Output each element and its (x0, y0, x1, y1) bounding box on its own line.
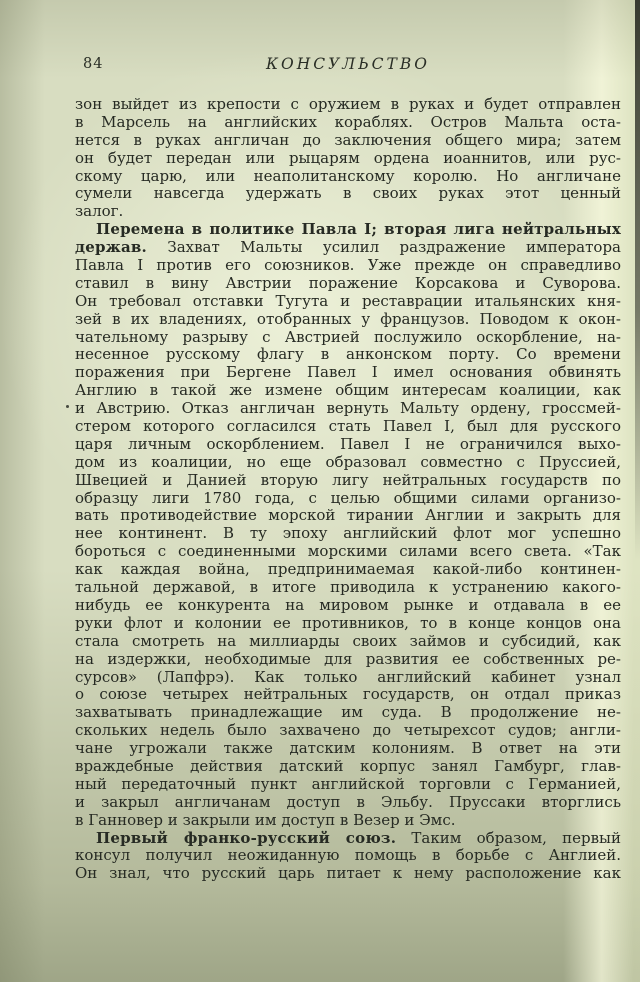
text-line: Англию в такой же измене общим интересам коалиции, как (75, 381, 621, 400)
text-line: сурсов» (Лапфрэ). Как только английский кабинет узнал (75, 667, 621, 686)
text-line: ный передаточный пункт английской торговли с Германией, (75, 774, 621, 793)
text-line (75, 221, 621, 239)
text-line: Он требовал отставки Тугута и реставрации итальянских кня- (75, 291, 621, 310)
text-line: нется в руках англичан до заключения общего мира; затем (75, 130, 621, 149)
text-line: в Ганновер и закрыли им доступ в Везер и Эмс. (75, 810, 456, 829)
text-line: Павла I против его союзников. Уже прежде он справедливо (75, 256, 621, 275)
text-line: и Австрию. Отказ англичан вернуть Мальту ордену, гроссмей- (75, 399, 621, 418)
text-line: стала смотреть на миллиарды своих займов и субсидий, как (75, 631, 621, 650)
text-line: о союзе четырех нейтральных государств, он отдал приказ (75, 685, 621, 704)
page-edge-shadow (635, 0, 640, 560)
text-line: дом из коалиции, но еще образовал совместно с Пруссией, (75, 452, 621, 471)
text-line: стером которого согласился стать Павел I, был для русского (75, 417, 621, 436)
page-header (75, 55, 621, 75)
text-line: образцу лиги 1780 года, с целью общими силами организо- (75, 488, 621, 507)
bold-run-in-heading: Перемена в политике Павла I; вторая лига нейтральных (96, 220, 621, 239)
text-line: нее континент. В ту эпоху английский флот мог успешно (75, 524, 621, 543)
text-line: консул получил неожиданную помощь в борьбе с Англией. (75, 846, 621, 865)
margin-speck (66, 405, 69, 408)
text-line: Швецией и Данией вторую лигу нейтральных государств по (75, 470, 621, 489)
text-line: нибудь ее конкурента на мировом рынке и отдавала в ее (75, 595, 621, 614)
text-line: он будет передан или рыцарям ордена иоаннитов, или рус- (75, 148, 621, 167)
text-line: на издержки, необходимые для развития ее собственных ре- (75, 649, 621, 668)
text-line: чательному разрыву с Австрией послужило оскорбление, на- (75, 327, 621, 346)
text-line: как каждая война, предпринимаемая какой-либо континен- (75, 560, 621, 579)
text-line: несенное русскому флагу в анконском порту. Со времени (75, 345, 621, 364)
text-line: и закрыл англичанам доступ в Эльбу. Пруссаки вторглись (75, 792, 621, 811)
text-line: Первый франко-русский союз. Таким образом, первый (96, 828, 621, 847)
text-line: залог. (75, 202, 124, 221)
running-header: КОНСУЛЬСТВО (266, 55, 430, 73)
page-number: 84 (83, 56, 104, 72)
text-line: враждебные действия датский корпус занял Гамбург, глав- (75, 756, 621, 775)
text-line: вать противодействие морской тирании Англии и закрыть для (75, 506, 621, 525)
text-line: поражения при Бергене Павел I имел основания обвинять (75, 363, 621, 382)
bold-run-in-heading: держав. (75, 238, 147, 257)
text-line: бороться с соединенными морскими силами всего света. «Так (75, 542, 621, 561)
text-line: в Марсель на английских кораблях. Остров Мальта оста- (75, 112, 621, 131)
text-line: руки флот и колонии ее противников, то в конце концов она (75, 613, 621, 632)
text-line: скольких недель было захвачено до четырехсот судов; англи- (75, 721, 621, 740)
bold-run-in-heading: Первый франко-русский союз. (96, 828, 397, 847)
text-line: ставил в вину Австрии поражение Корсакова и Суворова. (75, 273, 621, 292)
text-line: Он знал, что русский царь питает к нему расположение как (75, 864, 621, 883)
text-line: захватывать принадлежащие им суда. В продолжение не- (75, 703, 621, 722)
text-line: зей в их владениях, отобранных у французов. Поводом к окон- (75, 309, 621, 328)
text-line: царя личным оскорблением. Павел I не ограничился выхо- (75, 434, 621, 453)
text-line: сумели навсегда удержать в своих руках этот ценный (75, 184, 621, 203)
text-line: тальной державой, в итоге приводила к устранению какого- (75, 578, 621, 597)
text-line: чане угрожали также датским колониям. В ответ на эти (75, 739, 621, 758)
text-line: зон выйдет из крепости с оружием в руках и будет отправлен (75, 95, 621, 113)
body-text (75, 96, 621, 883)
text-line: скому царю, или неаполитанскому королю. Но англичане (75, 166, 621, 185)
text-line: держав. Захват Мальты усилил раздражение императора (75, 238, 621, 257)
